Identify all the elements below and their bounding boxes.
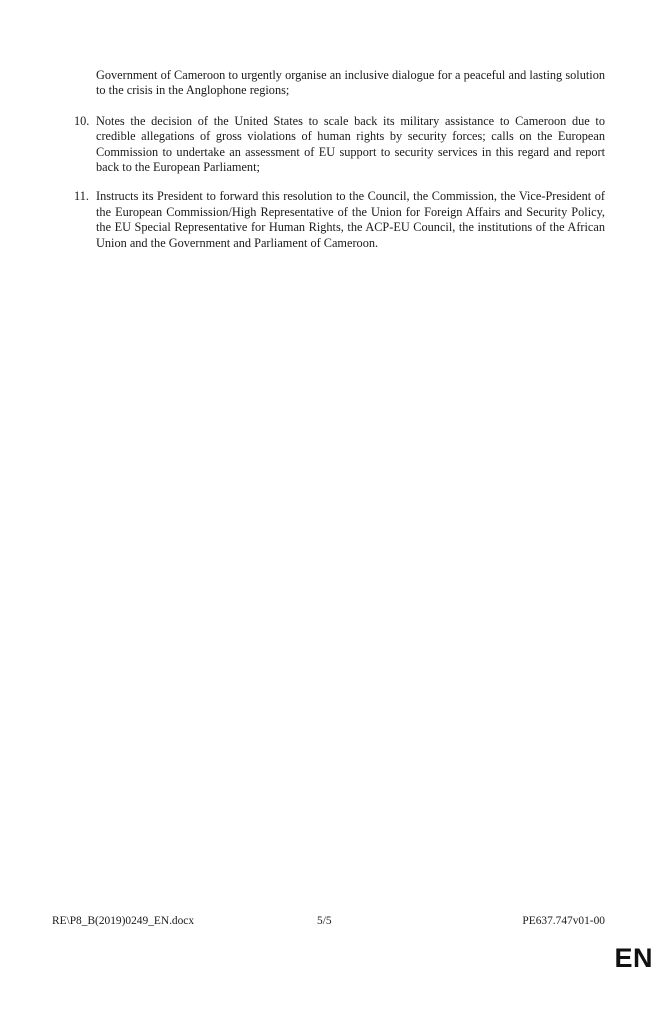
paragraph-text: Instructs its President to forward this resolution to the Council, the Commission, the Vice-President of the European Commission/High Representative of the Union for Foreign Affairs and Security Policy, the EU Special Representative for Human Rights, the ACP-EU Council, the institutions of the African Union and the Government and Parliament of Cameroon. [96,189,605,250]
footer-document-reference: RE\P8_B(2019)0249_EN.docx [52,915,195,927]
paragraph-10 [60,114,605,176]
paragraph-text: Government of Cameroon to urgently organise an inclusive dialogue for a peaceful and lasting solution to the crisis in the Anglophone regions; [96,68,605,98]
resolution-body [60,68,605,265]
paragraph-text: Notes the decision of the United States to scale back its military assistance to Cameroon due to credible allegations of gross violations of human rights by security forces; calls on the European Commission to undertake an assessment of EU support to security services in this regard and report back to the European Parliament; [96,113,605,175]
language-code: EN [614,943,653,973]
paragraph-continuation [60,68,605,99]
paragraph-number: 11. [74,189,89,204]
page-footer [52,915,605,931]
paragraph-11 [60,189,605,251]
footer-page-number: 5/5 [317,915,332,927]
paragraph-number: 10. [74,113,90,128]
footer-pe-reference: PE637.747v01-00 [522,915,605,927]
